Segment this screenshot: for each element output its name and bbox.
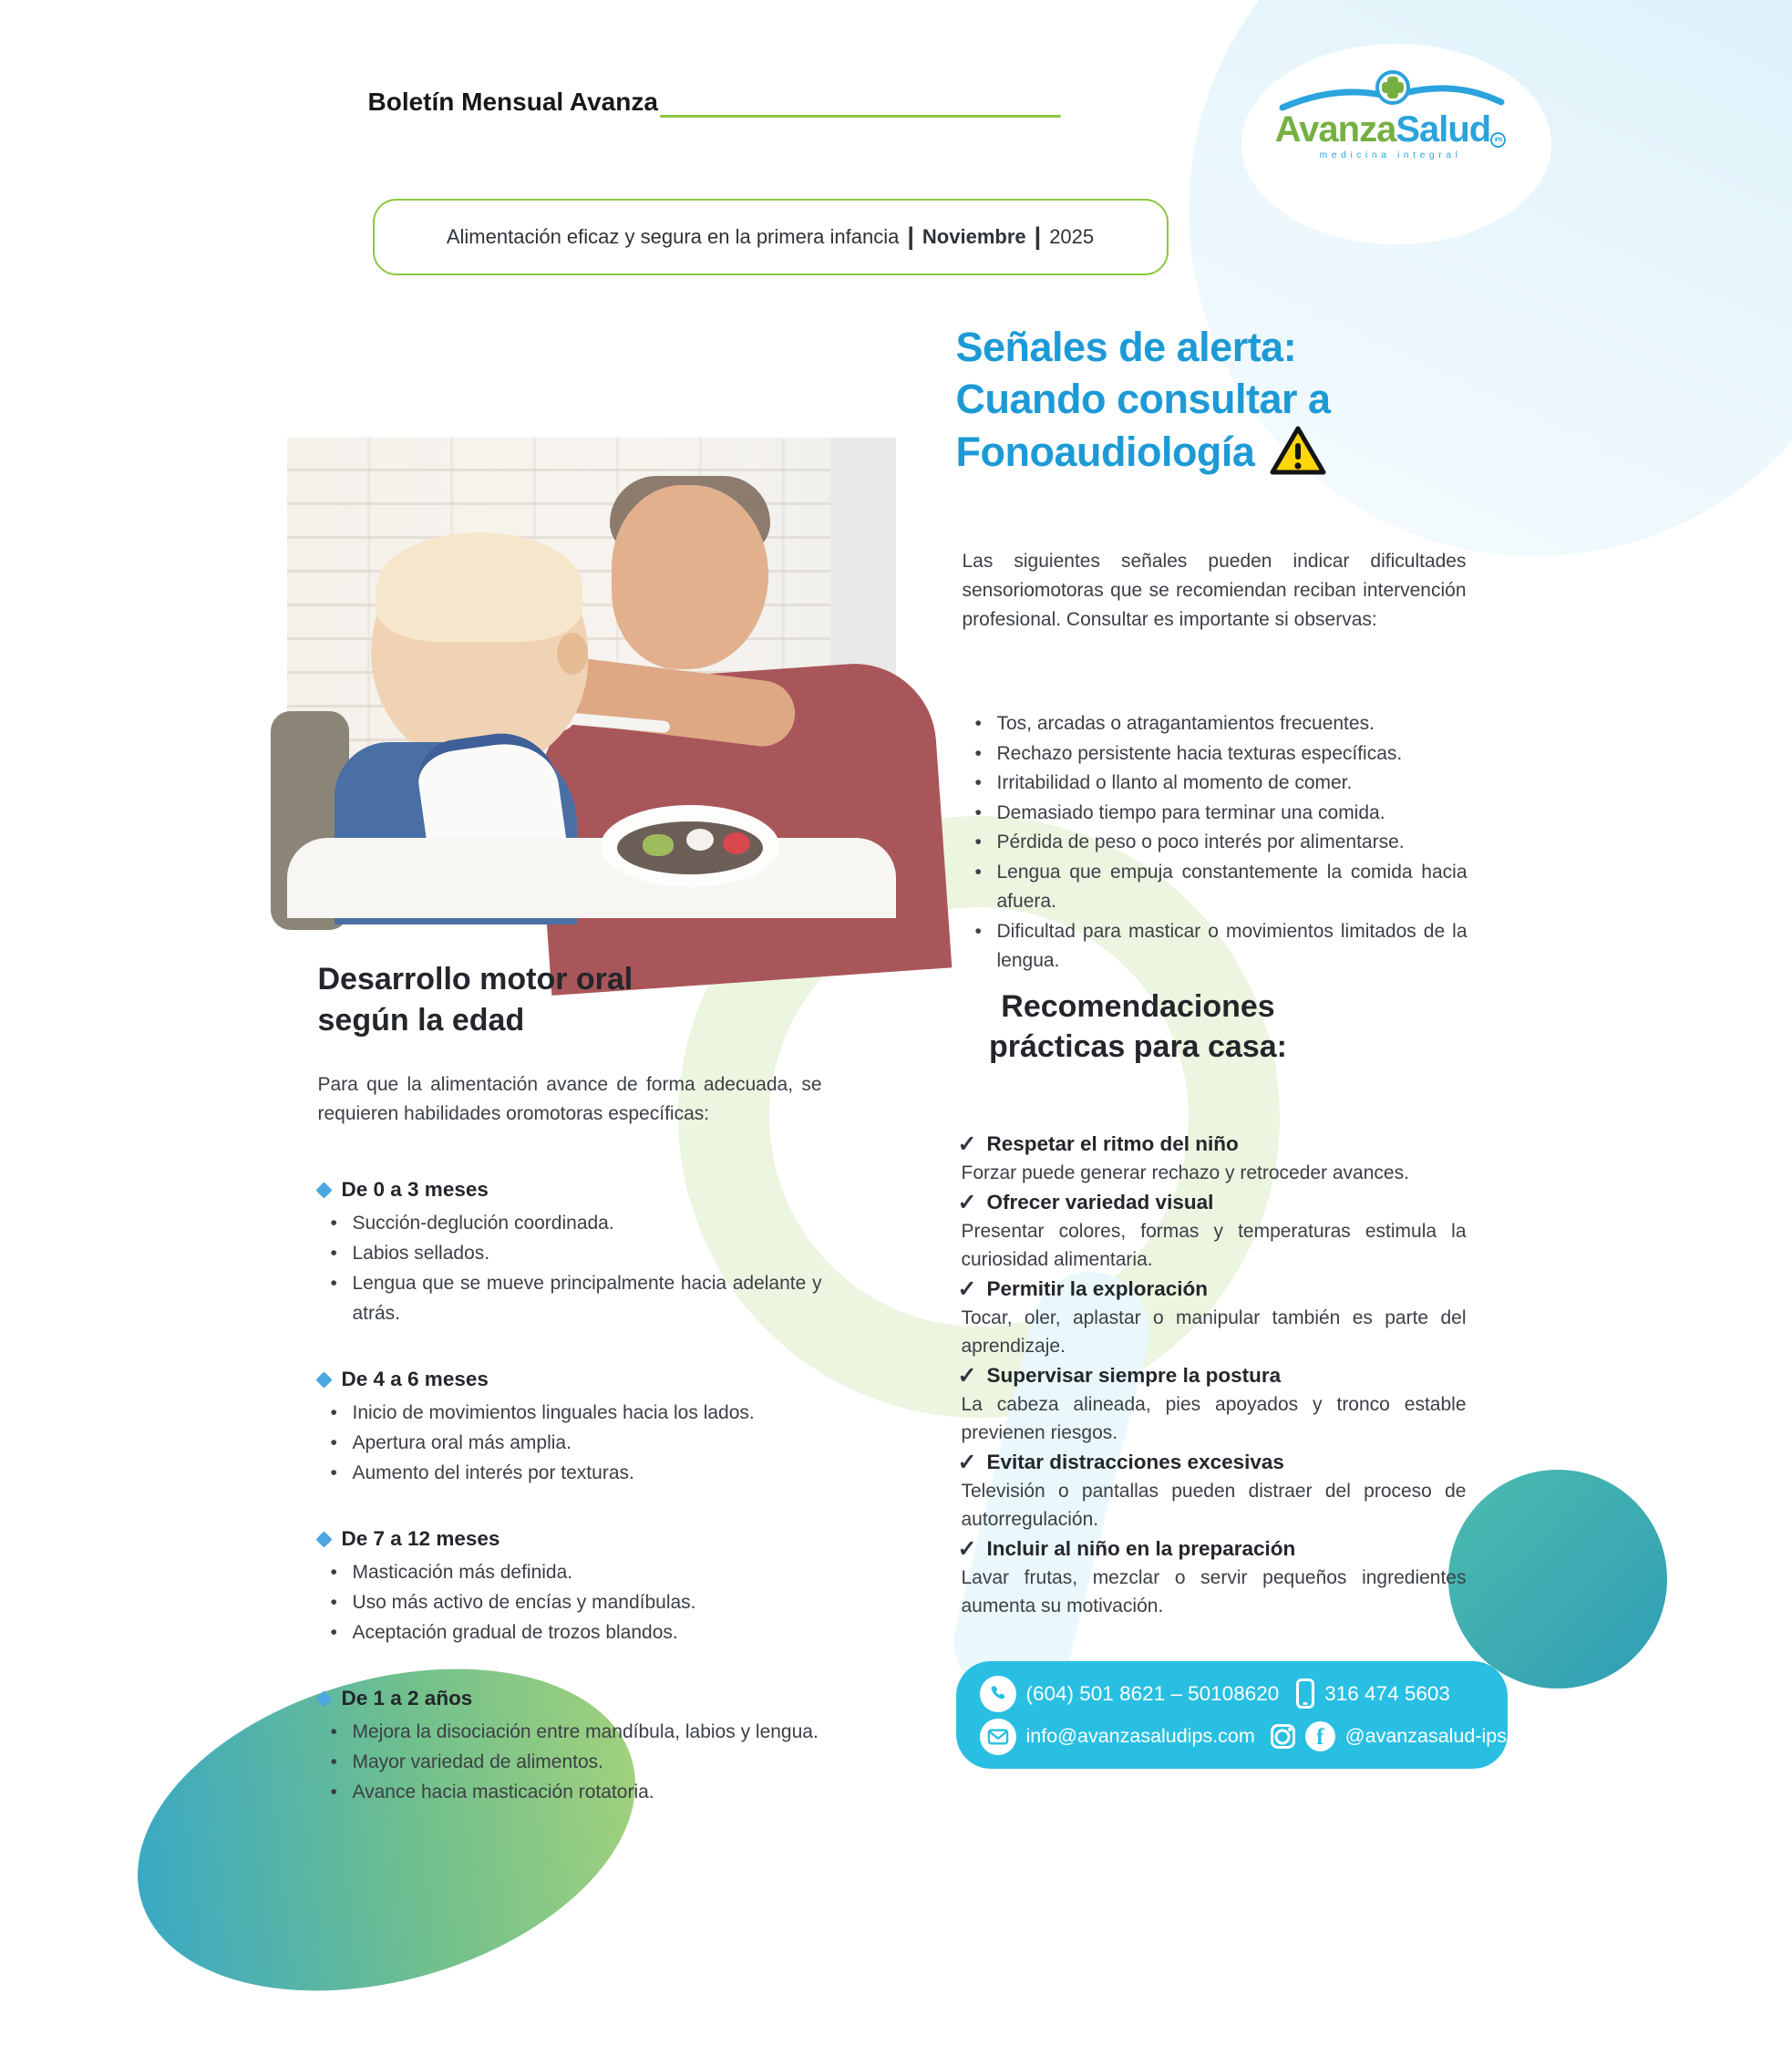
logo-tagline: medicina integral xyxy=(1263,150,1519,160)
recommendation-title: Permitir la exploración xyxy=(986,1274,1208,1304)
check-icon: ✓ xyxy=(958,1361,977,1391)
photo-food-egg xyxy=(686,829,714,851)
check-icon: ✓ xyxy=(958,1275,977,1305)
recommendation-item xyxy=(958,1129,1467,1187)
banner-year: 2025 xyxy=(1049,225,1094,249)
list-item: • Tos, arcadas o atragantamientos frecuentes. xyxy=(970,709,1468,739)
age-group-title: De 0 a 3 meses xyxy=(342,1176,489,1203)
photo-food-berry xyxy=(723,832,750,854)
list-item: • Aumento del interés por texturas. xyxy=(318,1458,822,1488)
development-intro-paragraph: Para que la alimentación avance de forma adecuada, se requieren habilidades oromotoras específicas: xyxy=(318,1070,822,1129)
mobile-phone-icon xyxy=(1296,1678,1314,1709)
recommendation-title: Incluir al niño en la preparación xyxy=(986,1534,1295,1564)
photo-father-head xyxy=(612,485,768,669)
list-item: • Lengua que empuja constantemente la comida hacia afuera. xyxy=(970,858,1468,917)
footer-mobile: 316 474 5603 xyxy=(1324,1682,1450,1706)
decor-teal-circle xyxy=(1448,1470,1667,1689)
contact-footer xyxy=(956,1661,1508,1769)
warning-triangle-icon xyxy=(1269,425,1327,478)
list-item: • Demasiado tiempo para terminar una comida. xyxy=(970,799,1468,829)
list-item: • Irritabilidad o llanto al momento de comer. xyxy=(970,769,1468,799)
photo-food-kiwi xyxy=(643,834,674,856)
list-item: • Uso más activo de encías y mandíbulas. xyxy=(318,1587,822,1617)
newsletter-page xyxy=(268,0,1525,1778)
logo-ips-badge: IPS xyxy=(1490,132,1506,148)
feeding-photo xyxy=(287,438,896,918)
photo-baby-hair xyxy=(376,532,582,642)
list-item: • Rechazo persistente hacia texturas específicas. xyxy=(970,739,1468,769)
diamond-icon xyxy=(315,1371,332,1388)
email-icon xyxy=(980,1719,1016,1755)
check-icon: ✓ xyxy=(958,1188,977,1218)
alert-title-line2: Cuando consultar a xyxy=(956,373,1489,425)
development-title-line1: Desarrollo motor oral xyxy=(318,959,633,1000)
check-icon: ✓ xyxy=(958,1130,977,1160)
facebook-icon: f xyxy=(1305,1721,1335,1751)
list-item: • Inicio de movimientos linguales hacia los lados. xyxy=(318,1398,822,1428)
page-title: Boletín Mensual Avanza xyxy=(368,88,658,117)
recommendation-title: Ofrecer variedad visual xyxy=(986,1187,1213,1217)
list-item: • Mayor variedad de alimentos. xyxy=(318,1747,822,1777)
footer-phone: (604) 501 8621 – 50108620 xyxy=(1026,1682,1280,1706)
alert-title-line3: Fonoaudiología xyxy=(956,426,1255,478)
phone-icon xyxy=(980,1676,1016,1712)
banner-month: Noviembre xyxy=(922,225,1026,249)
list-item: • Labios sellados. xyxy=(318,1238,822,1268)
recommendation-desc: Presentar colores, formas y temperaturas estimula la curiosidad alimentaria. xyxy=(958,1217,1467,1274)
footer-email-row xyxy=(980,1719,1484,1755)
list-item: • Avance hacia masticación rotatoria. xyxy=(318,1777,822,1807)
list-item: • Succión-deglución coordinada. xyxy=(318,1208,822,1238)
diamond-icon xyxy=(315,1690,332,1707)
age-groups-list xyxy=(318,1176,822,1844)
recommendations-section-title xyxy=(965,986,1312,1067)
recommendation-desc: La cabeza alineada, pies apoyados y tronco estable previenen riesgos. xyxy=(958,1390,1467,1447)
list-item: • Apertura oral más amplia. xyxy=(318,1428,822,1458)
avanzasalud-logo xyxy=(1263,67,1519,160)
list-item: • Aceptación gradual de trozos blandos. xyxy=(318,1617,822,1647)
alert-title-line1: Señales de alerta: xyxy=(956,321,1489,373)
alert-bullet-list xyxy=(970,709,1468,976)
recommendation-item xyxy=(958,1360,1467,1447)
footer-phone-row xyxy=(980,1676,1484,1712)
recommendation-title: Evitar distracciones excesivas xyxy=(986,1447,1283,1477)
recommendation-item xyxy=(958,1187,1467,1274)
footer-email: info@avanzasaludips.com xyxy=(1026,1725,1255,1748)
age-group xyxy=(318,1685,822,1807)
list-item: • Pérdida de peso o poco interés por alimentarse. xyxy=(970,828,1468,858)
age-group-title: De 1 a 2 años xyxy=(342,1685,473,1712)
recommendation-item xyxy=(958,1534,1467,1620)
diamond-icon xyxy=(315,1182,332,1198)
photo-highchair-tray xyxy=(287,838,896,918)
age-group xyxy=(318,1366,822,1488)
logo-wordmark xyxy=(1263,111,1519,148)
check-icon: ✓ xyxy=(958,1534,977,1565)
recommendation-desc: Lavar frutas, mezclar o servir pequeños ingredientes aumenta su motivación. xyxy=(958,1564,1467,1620)
instagram-icon xyxy=(1271,1724,1295,1749)
age-group-title: De 4 a 6 meses xyxy=(342,1366,489,1393)
recommendation-desc: Forzar puede generar rechazo y retroceder avances. xyxy=(958,1159,1467,1187)
logo-word-salud: Salud xyxy=(1395,109,1490,150)
recommendation-item xyxy=(958,1274,1467,1360)
list-item: • Masticación más definida. xyxy=(318,1557,822,1587)
list-item: • Mejora la disociación entre mandíbula, labios y lengua. xyxy=(318,1717,822,1747)
banner-separator: | xyxy=(907,222,914,251)
age-group-title: De 7 a 12 meses xyxy=(342,1525,500,1553)
recommendations-list xyxy=(958,1129,1467,1620)
alert-intro-paragraph: Las siguientes señales pueden indicar dificultades sensoriomotoras que se recomiendan reciban intervención profesional. Consultar es importante si observas: xyxy=(963,547,1467,635)
list-item: • Dificultad para masticar o movimientos limitados de la lengua. xyxy=(970,917,1468,976)
header-divider xyxy=(660,115,1061,118)
recommendation-desc: Tocar, oler, aplastar o manipular también es parte del aprendizaje. xyxy=(958,1304,1467,1360)
edition-banner xyxy=(373,199,1169,275)
development-section-title xyxy=(318,959,633,1041)
logo-word-avanza: Avanza xyxy=(1275,109,1396,150)
banner-separator: | xyxy=(1035,222,1042,251)
age-group xyxy=(318,1176,822,1328)
check-icon: ✓ xyxy=(958,1448,977,1478)
recommendation-title: Respetar el ritmo del niño xyxy=(986,1129,1238,1159)
footer-social: @avanzasalud-ips xyxy=(1345,1725,1507,1748)
recommendation-desc: Televisión o pantallas pueden distraer del proceso de autorregulación. xyxy=(958,1477,1467,1534)
recommendations-title-line1: Recomendaciones xyxy=(965,986,1312,1027)
recommendations-title-line2: prácticas para casa: xyxy=(965,1027,1312,1067)
age-group xyxy=(318,1525,822,1647)
recommendation-item xyxy=(958,1447,1467,1534)
banner-text: Alimentación eficaz y segura en la primera infancia xyxy=(447,225,899,249)
alert-section-title xyxy=(956,321,1489,478)
recommendation-title: Supervisar siempre la postura xyxy=(986,1360,1281,1390)
diamond-icon xyxy=(315,1531,332,1547)
photo-baby-ear xyxy=(557,633,588,675)
list-item: • Lengua que se mueve principalmente hacia adelante y atrás. xyxy=(318,1268,822,1328)
development-title-line2: según la edad xyxy=(318,1000,633,1041)
